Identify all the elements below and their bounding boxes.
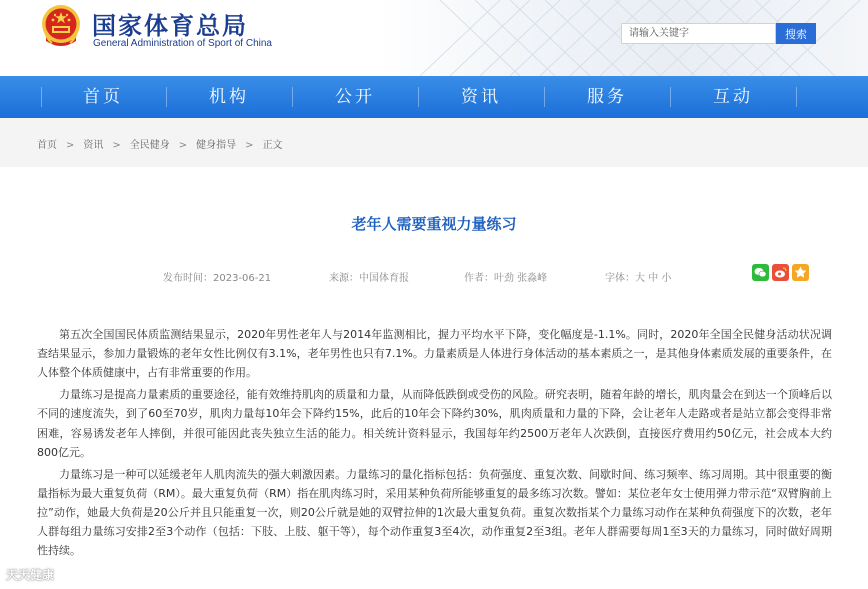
site-header <box>0 0 868 76</box>
article-paragraph: 第五次全国国民体质监测结果显示，2020年男性老年人与2014年监测相比，握力平均水平下降，变化幅度是-1.1%。同时，2020年全国全民健身活动状况调查结果显示，参加力量锻炼的老年女性比例仅有3.1%，老年男性也只有7.1%。力量素质是人体进行身体活动的基本素质之一，是其他身体素质发展的重要条件，在人体整个体质健康中，占有非常重要的作用。 <box>37 328 832 380</box>
weibo-icon[interactable] <box>772 264 789 281</box>
article-paragraph: 力量练习是一种可以延缓老年人肌肉流失的强大刺激因素。力量练习的量化指标包括：负荷强度、重复次数、间歇时间、练习频率、练习周期。其中很重要的衡量指标为最大重复负荷（RM）。最大重复负荷（RM）指在肌肉练习时，采用某种负荷所能够重复的最多练习次数。譬如：某位老年女士使用弹力带示范“双臂胸前上拉”动作，她最大负荷是20公斤并且只能重复一次，则20公斤就是她的双臂拉伸的1次最大重复负荷。重复次数指某个力量练习动作在某种负荷强度下的次数，老年人群每组力量练习安排2至3个动作（包括：下肢、上肢、躯干等），每个动作重复3至4次，动作重复2至3组。老年人群需要每周1至3天的力量练习，同时做好周期性持续。 <box>37 467 832 558</box>
publish-date-value: 2023-06-21 <box>213 273 272 284</box>
breadcrumb-current: 正文 <box>262 140 283 151</box>
article-body <box>37 325 832 563</box>
national-emblem-icon <box>40 3 82 49</box>
breadcrumb-separator: > <box>178 140 188 151</box>
font-size-switcher <box>605 269 671 284</box>
nav-separator <box>41 87 42 107</box>
font-size-large[interactable]: 大 <box>635 273 645 284</box>
nav-item-disclosure[interactable]: 公开 <box>335 87 375 107</box>
article-author <box>464 269 547 284</box>
article-paragraph: 力量练习是提高力量素质的重要途径，能有效维持肌肉的质量和力量，从而降低跌倒或受伤的风险。研究表明，随着年龄的增长，肌肉量会在到达一个顶峰后以不同的速度流失，到了60至70岁，肌肉力量每10年会下降约15%，此后的10年会下降约30%，肌肉质量和力量的下降，会让老年人走路或者是站立都会变得非常困难，容易诱发老年人摔倒，并很可能因此丧失独立生活的能力。相关统计资料显示，我国每年约2500万老年人次跌倒，直接医疗费用约50亿元，社会成本大约800亿元。 <box>37 388 832 459</box>
search-input[interactable] <box>621 23 776 44</box>
article-source <box>329 269 409 284</box>
font-size-medium[interactable]: 中 <box>648 273 659 284</box>
publish-date <box>163 269 271 284</box>
nav-item-home[interactable]: 首页 <box>83 87 123 107</box>
nav-separator <box>166 87 167 107</box>
breadcrumb-fitness[interactable]: 全民健身 <box>129 140 170 151</box>
nav-item-news[interactable]: 资讯 <box>461 87 501 107</box>
breadcrumb-news[interactable]: 资讯 <box>83 140 104 151</box>
breadcrumb-separator: > <box>245 140 254 151</box>
font-label: 字体： <box>605 273 635 284</box>
font-size-small[interactable]: 小 <box>661 273 672 284</box>
nav-separator <box>670 87 671 107</box>
nav-separator <box>796 87 797 107</box>
site-subtitle: General Administration of Sport of China <box>93 38 272 49</box>
source-value: 中国体育报 <box>359 273 409 284</box>
source-label: 来源： <box>329 273 359 284</box>
breadcrumb-separator: > <box>112 140 121 151</box>
article-title: 老年人需要重视力量练习 <box>351 215 517 233</box>
main-nav <box>0 76 868 118</box>
breadcrumb-bar <box>0 118 868 167</box>
nav-separator <box>292 87 293 107</box>
author-label: 作者： <box>464 273 494 284</box>
breadcrumb <box>37 136 283 151</box>
watermark: 天天健康 <box>6 568 55 582</box>
nav-separator <box>418 87 419 107</box>
nav-item-services[interactable]: 服务 <box>587 87 627 107</box>
nav-separator <box>544 87 545 107</box>
favorite-star-icon[interactable] <box>792 264 809 281</box>
author-value: 叶劲 张淼峰 <box>494 273 548 284</box>
breadcrumb-home[interactable]: 首页 <box>37 140 57 151</box>
breadcrumb-guidance[interactable]: 健身指导 <box>196 140 237 151</box>
publish-label: 发布时间： <box>163 273 213 284</box>
search-button[interactable]: 搜索 <box>776 23 816 44</box>
nav-item-interaction[interactable]: 互动 <box>713 87 753 107</box>
wechat-icon[interactable] <box>752 264 769 281</box>
breadcrumb-separator: > <box>66 140 75 151</box>
nav-item-organization[interactable]: 机构 <box>209 87 249 107</box>
site-title[interactable]: 国家体育总局 <box>92 11 248 40</box>
